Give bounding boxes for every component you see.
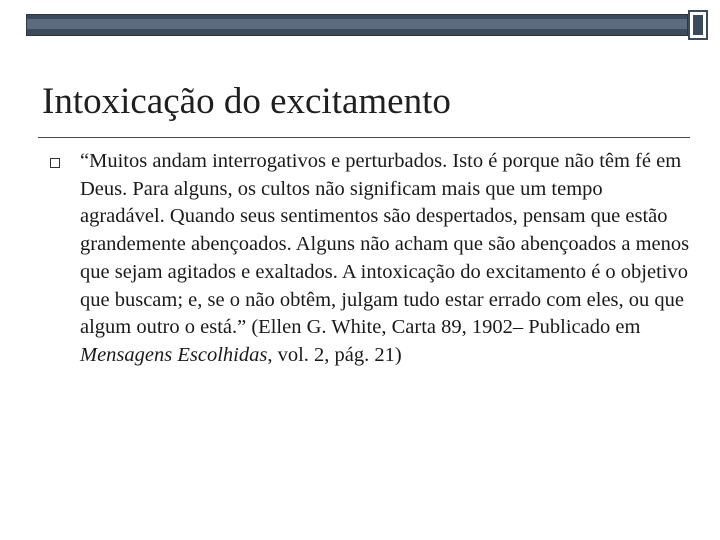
quote-paragraph	[80, 148, 690, 370]
slide-corner-decoration	[688, 10, 708, 40]
square-bullet-icon	[50, 158, 60, 168]
quote-reference: , vol. 2, pág. 21)	[267, 343, 402, 366]
slide-title: Intoxicação do excitamento	[42, 81, 451, 122]
slide-header-bar	[26, 14, 688, 36]
quote-text: “Muitos andam interrogativos e perturbados. Isto é porque não têm fé em Deus. Para alguns, os cultos não significam mais que um tempo agradável. Quando seus sentimentos são despertados, pensam que estão grandemente abençoados. Alguns não acham que são abençoados a menos que sejam agitados e exaltados. A intoxicação do excitamento é o objetivo que buscam; e, se o não obtêm, julgam tudo estar errado com eles, ou que algum outro o está.” (Ellen G. White, Carta 89, 1902– Publicado em	[80, 150, 690, 339]
title-divider	[38, 137, 690, 138]
book-title: Mensagens Escolhidas	[80, 343, 268, 366]
slide-header-stripe	[27, 19, 687, 29]
